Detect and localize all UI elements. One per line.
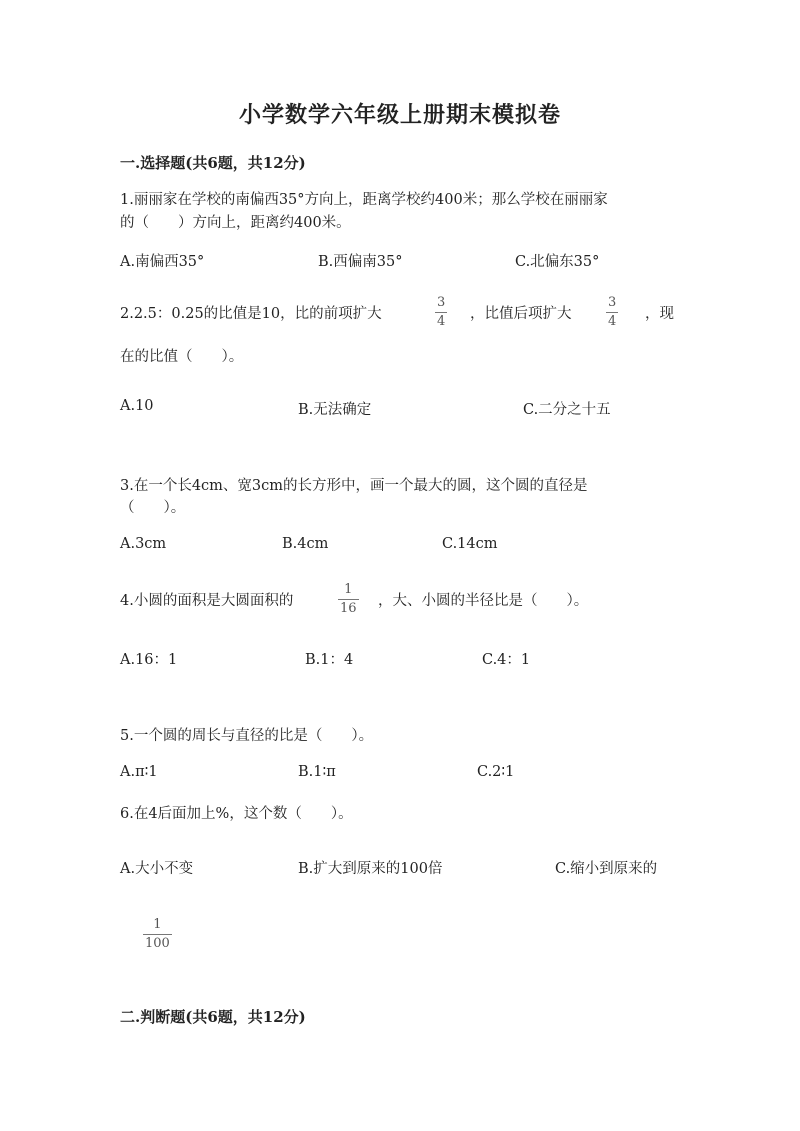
fraction-bar [435, 312, 447, 313]
question-6-option-c: C.缩小到原来的 [555, 861, 658, 877]
question-5-line-1: 5.一个圆的周长与直径的比是（ ）。 [120, 728, 374, 744]
question-4-text-part-2: ，大、小圆的半径比是（ ）。 [378, 593, 589, 609]
question-2-text-part-2: ，比值后项扩大 [470, 306, 572, 322]
fraction-denominator: 4 [608, 314, 617, 329]
question-4-fraction [338, 583, 359, 616]
question-3-option-a: A.3cm [120, 536, 167, 552]
question-2-fraction-1 [435, 296, 447, 329]
fraction-denominator: 100 [145, 936, 170, 951]
question-3-option-b: B.4cm [282, 536, 329, 552]
section-heading-judgment: 二.判断题(共6题，共12分) [120, 1008, 306, 1026]
question-6-option-a: A.大小不变 [120, 861, 194, 877]
question-1-line-1: 1.丽丽家在学校的南偏西35°方向上，距离学校约400米；那么学校在丽丽家 [120, 192, 608, 208]
question-1-line-2: 的（ ）方向上，距离约400米。 [120, 215, 351, 231]
page-title: 小学数学六年级上册期末模拟卷 [238, 102, 561, 128]
question-5-option-b: B.1∶π [298, 764, 336, 780]
question-2-fraction-2 [606, 296, 618, 329]
question-2-option-a: A.10 [120, 398, 154, 414]
fraction-denominator: 16 [340, 601, 357, 616]
question-4-option-a: A.16：1 [120, 652, 178, 668]
question-5-option-a: A.π∶1 [120, 764, 158, 780]
section-heading-choice: 一.选择题(共6题，共12分) [120, 154, 306, 172]
question-2-line-2: 在的比值（ ）。 [120, 349, 244, 365]
question-4-text-part-1: 4.小圆的面积是大圆面积的 [120, 593, 294, 609]
fraction-bar [143, 934, 172, 935]
question-2-text-part-1: 2.2.5：0.25的比值是10，比的前项扩大 [120, 306, 382, 322]
question-5-option-c: C.2∶1 [477, 764, 515, 780]
fraction-bar [338, 599, 359, 600]
question-4-option-c: C.4：1 [482, 652, 531, 668]
fraction-numerator: 3 [437, 295, 446, 310]
question-3-line-2: （ ）。 [120, 500, 186, 516]
fraction-numerator: 1 [153, 917, 162, 932]
question-6-fraction [143, 918, 172, 951]
question-2-option-b: B.无法确定 [298, 402, 372, 418]
question-4-option-b: B.1：4 [305, 652, 354, 668]
question-2-option-c: C.二分之十五 [523, 402, 611, 418]
question-2-text-part-3: ，现 [645, 306, 674, 322]
question-3-line-1: 3.在一个长4cm、宽3cm的长方形中，画一个最大的圆，这个圆的直径是 [120, 478, 588, 494]
fraction-numerator: 1 [344, 582, 353, 597]
fraction-denominator: 4 [437, 314, 446, 329]
fraction-numerator: 3 [608, 295, 617, 310]
question-1-option-b: B.西偏南35° [318, 254, 403, 270]
question-6-line-1: 6.在4后面加上%，这个数（ ）。 [120, 806, 353, 822]
question-6-option-b: B.扩大到原来的100倍 [298, 861, 443, 877]
question-1-option-c: C.北偏东35° [515, 254, 600, 270]
question-3-option-c: C.14cm [442, 536, 498, 552]
fraction-bar [606, 312, 618, 313]
question-1-option-a: A.南偏西35° [120, 254, 205, 270]
